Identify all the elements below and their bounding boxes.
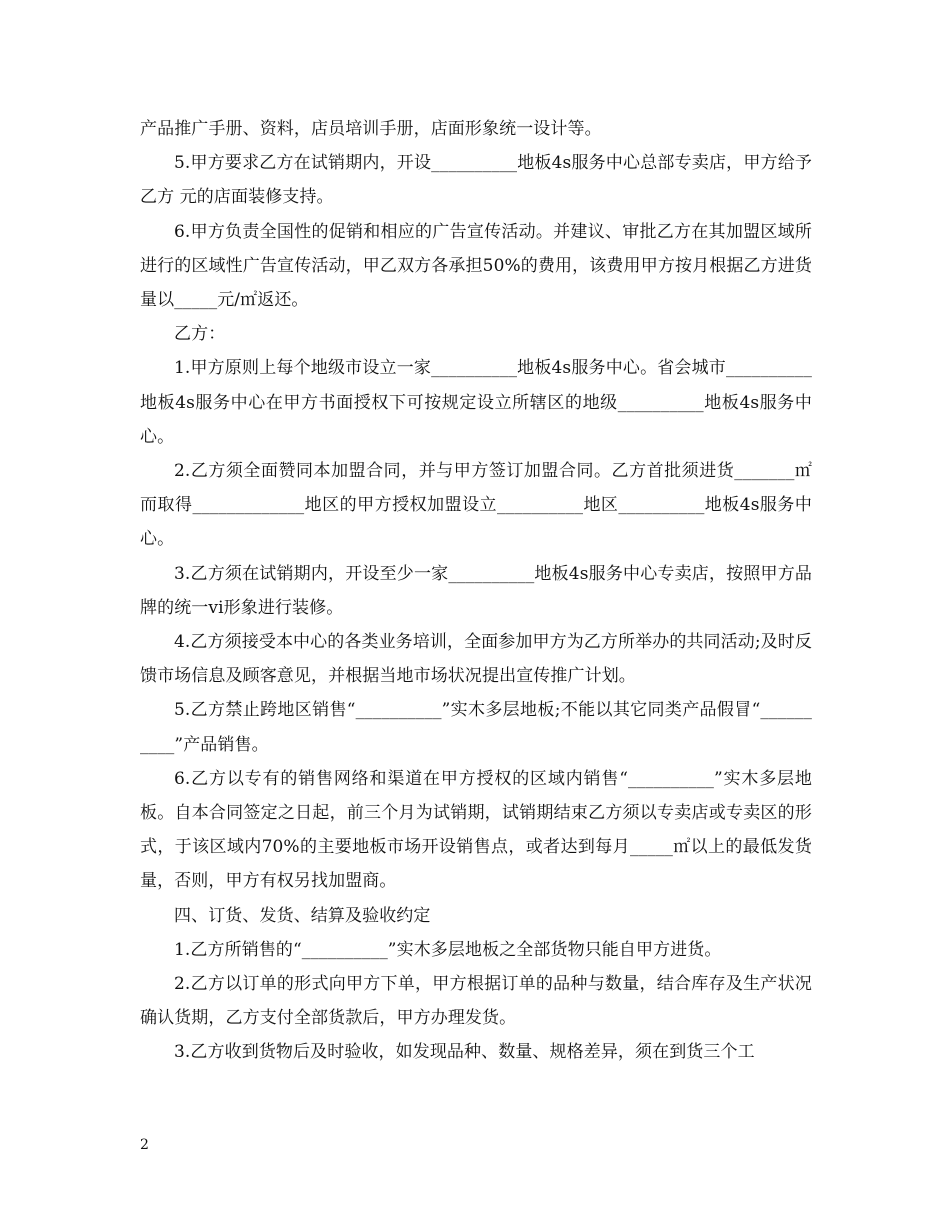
paragraph-3: 6.甲方负责全国性的促销和相应的广告宣传活动。并建议、审批乙方在其加盟区域所进行的区域性广告宣传活动，甲乙双方各承担50%的费用，该费用甲方按月根据乙方进货量以_____元/㎡返还。 <box>140 221 812 311</box>
paragraph-8: 4.乙方须接受本中心的各类业务培训，全面参加甲方为乙方所举办的共同活动;及时反馈市场信息及顾客意见，并根据当地市场状况提出宣传推广计划。 <box>140 632 812 687</box>
paragraph-14: 3.乙方收到货物后及时验收，如发现品种、数量、规格差异，须在到货三个工 <box>174 1042 755 1063</box>
section-heading: 四、订货、发货、结算及验收约定 <box>174 905 431 926</box>
paragraph-12: 1.乙方所销售的“__________”实木多层地板之全部货物只能自甲方进货。 <box>174 939 722 960</box>
paragraph-2: 5.甲方要求乙方在试销期内，开设__________地板4s服务中心总部专卖店，甲方给予乙方 元的店面装修支持。 <box>140 153 812 208</box>
paragraph-1: 产品推广手册、资料，店员培训手册，店面形象统一设计等。 <box>140 119 602 139</box>
paragraph-13: 2.乙方以订单的形式向甲方下单，甲方根据订单的品种与数量，结合库存及生产状况确认货期，乙方支付全部货款后，甲方办理发货。 <box>140 974 812 1029</box>
paragraph-5: 1.甲方原则上每个地级市设立一家__________地板4s服务中心。省会城市__________地板4s服务中心在甲方书面授权下可按规定设立所辖区的地级__________地板4s服务中心。 <box>140 358 812 447</box>
paragraph-6: 2.乙方须全面赞同本加盟合同，并与甲方签订加盟合同。乙方首批须进货_______㎡而取得_____________地区的甲方授权加盟设立__________地区__________地板4s服务中心。 <box>140 461 812 550</box>
paragraph-9: 5.乙方禁止跨地区销售“__________”实木多层地板;不能以其它同类产品假冒“__________”产品销售。 <box>140 700 812 755</box>
paragraph-7: 3.乙方须在试销期内，开设至少一家__________地板4s服务中心专卖店，按照甲方品牌的统一vi形象进行装修。 <box>140 563 812 618</box>
paragraph-4: 乙方： <box>174 324 226 345</box>
document-body <box>140 112 812 1070</box>
page-number: 2 <box>140 1137 149 1153</box>
paragraph-10: 6.乙方以专有的销售网络和渠道在甲方授权的区域内销售“__________”实木多层地板。自本合同签定之日起，前三个月为试销期，试销期结束乙方须以专卖店或专卖区的形式，于该区域内70%的主要地板市场开设销售点，或者达到每月_____㎡以上的最低发货量，否则，甲方有权另找加盟商。 <box>140 768 812 892</box>
